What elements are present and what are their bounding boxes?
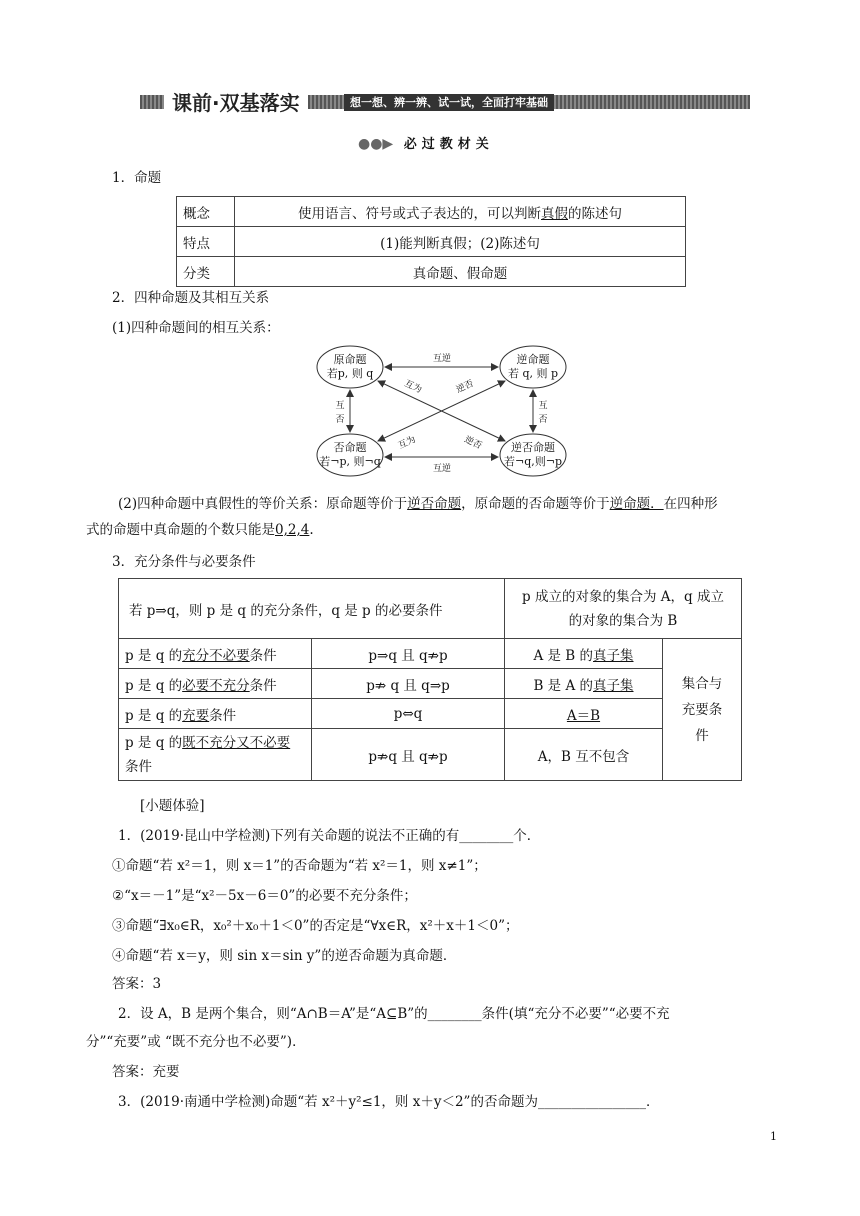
- set-cell: [505, 639, 663, 669]
- cond-cell: [119, 729, 312, 781]
- body-text: 使用语言、符号或式子表达的，可以判断: [298, 205, 541, 222]
- left-label-2: 否: [335, 415, 345, 425]
- section-label: 必过教材关: [403, 137, 494, 152]
- table-row: [119, 579, 742, 639]
- underlined: 必要不充分: [182, 677, 250, 694]
- table-row: [177, 197, 686, 227]
- page-number: 1: [770, 1130, 777, 1143]
- inv-line2: 若¬p, 则¬q: [319, 455, 381, 468]
- underlined: A＝B: [566, 707, 601, 724]
- body-text: 的陈述句: [568, 205, 622, 222]
- side-line: 集合与: [681, 675, 723, 692]
- header-right: [505, 579, 742, 639]
- question-3: 3．(2019·南通中学检测)命题“若 x²＋y²≤1，则 x＋y＜2”的否命题为________________．: [118, 1094, 660, 1110]
- logic-cell: p⇒q 且 q⇏p: [312, 639, 505, 669]
- right-label-1: 互: [538, 401, 548, 411]
- row-head: 特点: [177, 227, 235, 257]
- orig-line1: 原命题: [333, 353, 367, 366]
- cond-cell: [119, 669, 312, 699]
- text: p 是 q 的: [125, 677, 183, 694]
- practice-label: [小题体验]: [140, 798, 205, 814]
- q1-item-4: ④命题“若 x＝y，则 sin x＝sin y”的逆否命题为真命题．: [112, 948, 457, 964]
- section-heading: [358, 134, 494, 154]
- bullet-dots-icon: ●●▶: [358, 136, 394, 152]
- table-row: [119, 669, 742, 699]
- text: p 是 q 的: [125, 707, 183, 724]
- underlined: 0,2,4: [275, 522, 310, 538]
- set-cell: [505, 699, 663, 729]
- text: 条件: [125, 758, 152, 775]
- text: 条件: [249, 647, 277, 664]
- text: 式的命题中真命题的个数只能是: [86, 522, 275, 538]
- section-banner: [140, 88, 750, 118]
- row-head: 分类: [177, 257, 235, 287]
- header-right-line: 的对象的集合为 B: [568, 612, 678, 629]
- proposition-table: [176, 196, 686, 287]
- row-body: 真命题、假命题: [235, 257, 686, 287]
- inv-line1: 否命题: [333, 441, 367, 454]
- contra-line2: 若¬q,则¬p: [503, 455, 563, 468]
- orig-line2: 若p, 则 q: [326, 367, 374, 380]
- q1-item-1: ①命题“若 x²＝1，则 x＝1”的否命题为“若 x²＝1，则 x≠1”；: [112, 858, 487, 874]
- header-right-line: p 成立的对象的集合为 A，q 成立: [522, 588, 724, 605]
- text: p 是 q 的: [125, 647, 183, 664]
- text: .: [309, 522, 314, 538]
- heading-2: 2．四种命题及其相互关系: [112, 290, 270, 306]
- underlined: 逆命题．: [609, 496, 664, 512]
- table-row: [119, 639, 742, 669]
- text: 条件: [249, 677, 277, 694]
- right-label-2: 否: [538, 415, 548, 425]
- table-row: [177, 257, 686, 287]
- diag1-b: 逆否: [462, 434, 484, 452]
- set-cell: A，B 互不包含: [505, 729, 663, 781]
- logic-cell: p⇏q 且 q⇏p: [312, 729, 505, 781]
- heading-1: 1．命题: [112, 170, 162, 186]
- answer-2: 答案：充要: [112, 1064, 180, 1080]
- text: A 是 B 的: [533, 647, 594, 664]
- paragraph-2-2a: [118, 494, 770, 514]
- answer-1: 答案：3: [112, 976, 162, 992]
- heading-2-1: (1)四种命题间的相互关系：: [112, 320, 280, 336]
- logic-cell: p⇏ q 且 q⇒p: [312, 669, 505, 699]
- header-left: 若 p⇒q，则 p 是 q 的充分条件，q 是 p 的必要条件: [119, 579, 505, 639]
- underlined: 逆否命题: [407, 496, 462, 512]
- underlined: 既不充分又不必要: [182, 734, 291, 751]
- text: B 是 A 的: [533, 677, 594, 694]
- row-body: [235, 197, 686, 227]
- question-2b: 分”“充要”或 “既不充分也不必要”)．: [86, 1034, 306, 1050]
- cond-cell: [119, 699, 312, 729]
- side-line: 充要条: [681, 701, 723, 718]
- q1-item-2: ②“x＝－1”是“x²－5x－6＝0”的必要不充分条件；: [112, 888, 417, 904]
- banner-title: 课前·双基落实: [164, 88, 308, 118]
- underlined: 充分不必要: [182, 647, 250, 664]
- table-row: [119, 729, 742, 781]
- left-label-1: 互: [335, 401, 345, 411]
- set-cell: [505, 669, 663, 699]
- text: ，原命题的否命题等价于: [461, 496, 610, 512]
- banner-subtitle: 想一想、辨一辨、试一试，全面打牢基础: [344, 94, 554, 111]
- row-head: 概念: [177, 197, 235, 227]
- question-1: 1．(2019·昆山中学检测)下列有关命题的说法不正确的有________个．: [118, 828, 541, 844]
- q1-item-3: ③命题“∃x₀∈R，x₀²＋x₀＋1＜0”的否定是“∀x∈R，x²＋x＋1＜0”；: [112, 918, 519, 934]
- body-underlined: 真假: [541, 205, 568, 222]
- conv-line2: 若 q, 则 p: [507, 367, 559, 380]
- text: 条件: [209, 707, 237, 724]
- heading-3: 3．充分条件与必要条件: [112, 554, 256, 570]
- table-row: [119, 699, 742, 729]
- table-row: [177, 227, 686, 257]
- underlined: 真子集: [593, 647, 634, 664]
- side-cell: [663, 639, 742, 781]
- condition-table: [118, 578, 742, 781]
- side-line: 件: [695, 727, 709, 744]
- underlined: 充要: [182, 707, 210, 724]
- four-propositions-diagram: [300, 345, 580, 480]
- cond-cell: [119, 639, 312, 669]
- text: 在四种形: [663, 496, 718, 512]
- underlined: 真子集: [593, 677, 634, 694]
- bottom-label: 互逆: [432, 464, 452, 474]
- text: (2)四种命题中真假性的等价关系：原命题等价于: [118, 496, 408, 512]
- conv-line1: 逆命题: [516, 353, 550, 366]
- diag2-b: 互为: [396, 434, 418, 452]
- diag1-a: 互为: [402, 378, 424, 396]
- paragraph-2-2b: [86, 520, 770, 540]
- question-2a: 2．设 A，B 是两个集合，则“A∩B＝A”是“A⊆B”的________条件(填“充分不必要”“必要不充: [118, 1006, 670, 1022]
- diag2-a: 逆否: [454, 378, 476, 396]
- row-body: (1)能判断真假；(2)陈述句: [235, 227, 686, 257]
- contra-line1: 逆否命题: [511, 441, 555, 454]
- text: p 是 q 的: [125, 734, 183, 751]
- logic-cell: p⇔q: [312, 699, 505, 729]
- top-label: 互逆: [432, 354, 452, 364]
